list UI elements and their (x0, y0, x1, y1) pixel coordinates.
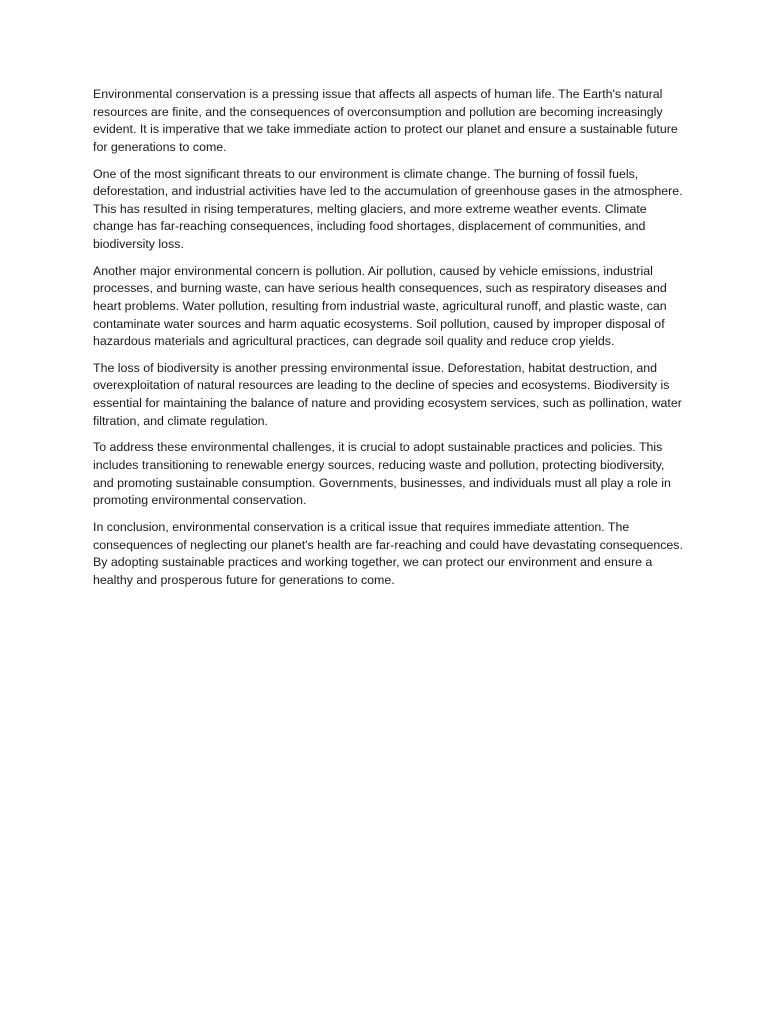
paragraph-conclusion: In conclusion, environmental conservation is a critical issue that requires immediate attention. The consequences of neglecting our planet's health are far-reaching and could have devastating consequences. By adopting sustainable practices and working together, we can protect our environment and ensure a healthy and prosperous future for generations to come. (93, 520, 683, 587)
paragraph-climate-change: One of the most significant threats to our environment is climate change. The burning of fossil fuels, deforestation, and industrial activities have led to the accumulation of greenhouse gases in the atmosphere. This has resulted in rising temperatures, melting glaciers, and more extreme weather events. Climate change has far-reaching consequences, including food shortages, displacement of communities, and biodiversity loss. (93, 166, 683, 251)
document-body (93, 86, 683, 599)
paragraph-biodiversity: The loss of biodiversity is another pressing environmental issue. Deforestation, habitat destruction, and overexploitation of natural resources are leading to the decline of species and ecosystems. Biodiversity is essential for maintaining the balance of nature and providing ecosystem services, such as pollination, water filtration, and climate regulation. (93, 360, 682, 428)
paragraph-solutions: To address these environmental challenges, it is crucial to adopt sustainable practices and policies. This includes transitioning to renewable energy sources, reducing waste and pollution, protecting biodiversity, and promoting sustainable consumption. Governments, businesses, and individuals must all play a role in promoting environmental conservation. (93, 440, 671, 508)
paragraph-intro: Environmental conservation is a pressing issue that affects all aspects of human life. The Earth's natural resources are finite, and the consequences of overconsumption and pollution are becoming increasingly evident. It is imperative that we take immediate action to protect our planet and ensure a sustainable future for generations to come. (93, 87, 678, 154)
paragraph-pollution: Another major environmental concern is pollution. Air pollution, caused by vehicle emissions, industrial processes, and burning waste, can have serious health consequences, such as respiratory diseases and heart problems. Water pollution, resulting from industrial waste, agricultural runoff, and plastic waste, can contaminate water sources and harm aquatic ecosystems. Soil pollution, caused by improper disposal of hazardous materials and agricultural practices, can degrade soil quality and reduce crop yields. (93, 263, 667, 349)
